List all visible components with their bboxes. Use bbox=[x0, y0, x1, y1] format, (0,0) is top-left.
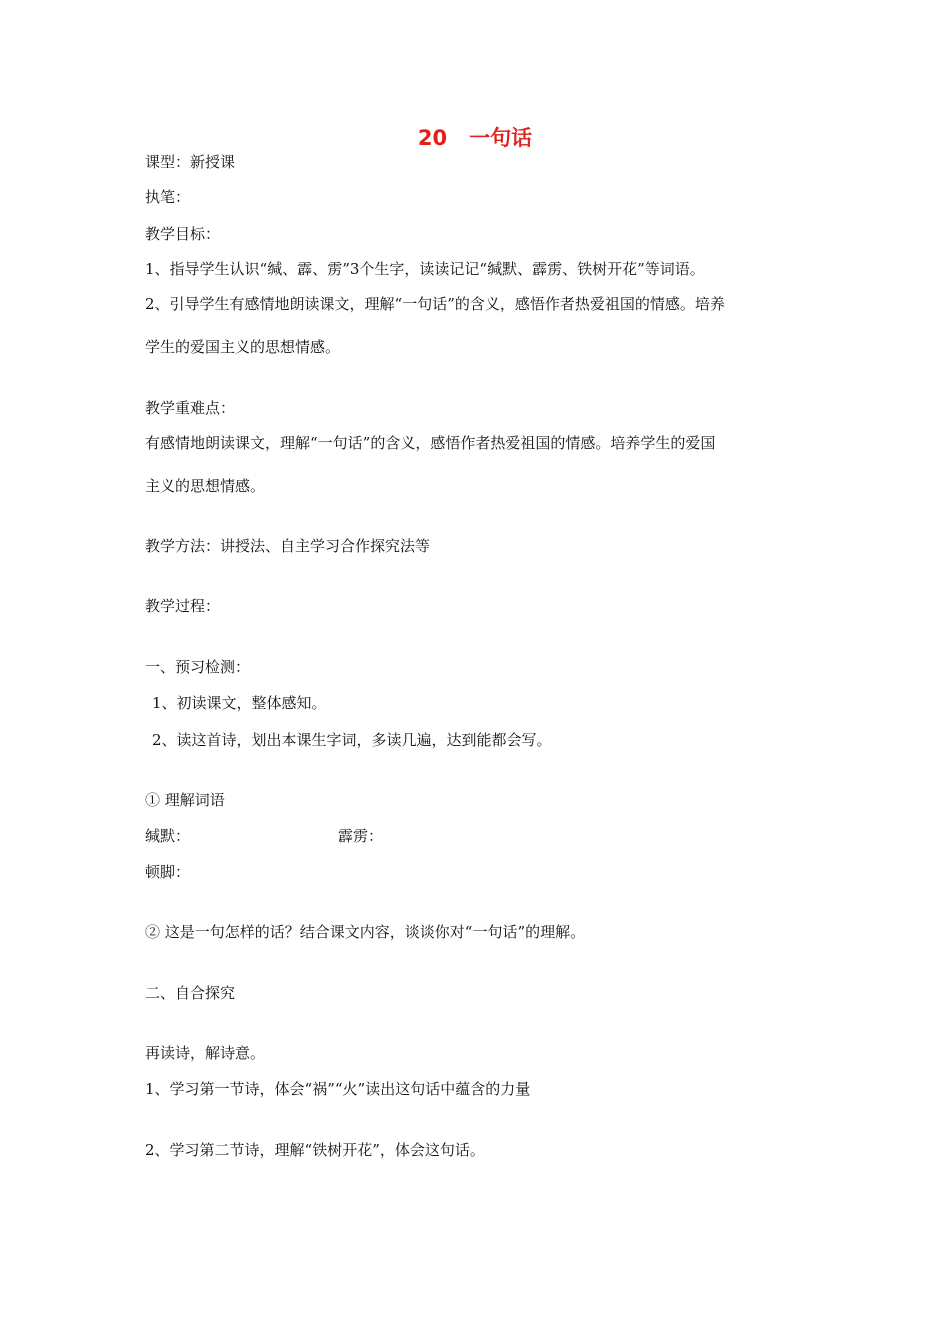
course-type: 课型：新授课 bbox=[145, 153, 236, 171]
section-1-item-1: 1、初读课文，整体感知。 bbox=[152, 694, 327, 712]
objective-2-line-1: 2、引导学生有感情地朗读课文，理解“一句话”的含义，感悟作者热爱祖国的情感。培养 bbox=[145, 295, 725, 313]
teaching-methods: 教学方法：讲授法、自主学习合作探究法等 bbox=[145, 537, 431, 555]
objective-1: 1、指导学生认识“缄、霹、雳”3个生字，读读记记“缄默、霹雳、铁树开花”等词语。 bbox=[145, 260, 705, 278]
question-2: ② 这是一句怎样的话？结合课文内容，谈谈你对“一句话”的理解。 bbox=[145, 923, 586, 941]
key-points-line-1: 有感情地朗读课文，理解“一句话”的含义，感悟作者热爱祖国的情感。培养学生的爱国 bbox=[145, 434, 716, 452]
vocab-heading: ① 理解词语 bbox=[145, 791, 225, 809]
key-points-heading: 教学重难点： bbox=[145, 399, 236, 417]
author-line: 执笔： bbox=[145, 188, 191, 206]
objectives-heading: 教学目标： bbox=[145, 225, 221, 243]
process-heading: 教学过程： bbox=[145, 597, 221, 615]
lesson-title: 20 一句话 bbox=[417, 126, 533, 150]
vocab-word-1: 缄默： bbox=[145, 827, 191, 845]
section-1-item-2: 2、读这首诗，划出本课生字词，多读几遍，达到能都会写。 bbox=[152, 731, 552, 749]
key-points-line-2: 主义的思想情感。 bbox=[145, 477, 266, 495]
reread-line: 再读诗，解诗意。 bbox=[145, 1044, 266, 1062]
section-1-heading: 一、预习检测： bbox=[145, 658, 251, 676]
vocab-word-3: 顿脚： bbox=[145, 863, 191, 881]
section-2-heading: 二、自合探究 bbox=[145, 984, 236, 1002]
study-2: 2、学习第二节诗，理解“铁树开花”，体会这句话。 bbox=[145, 1141, 485, 1159]
study-1: 1、学习第一节诗，体会“祸”“火”读出这句话中蕴含的力量 bbox=[145, 1080, 531, 1098]
objective-2-line-2: 学生的爱国主义的思想情感。 bbox=[145, 338, 341, 356]
vocab-word-2: 霹雳： bbox=[338, 827, 384, 845]
